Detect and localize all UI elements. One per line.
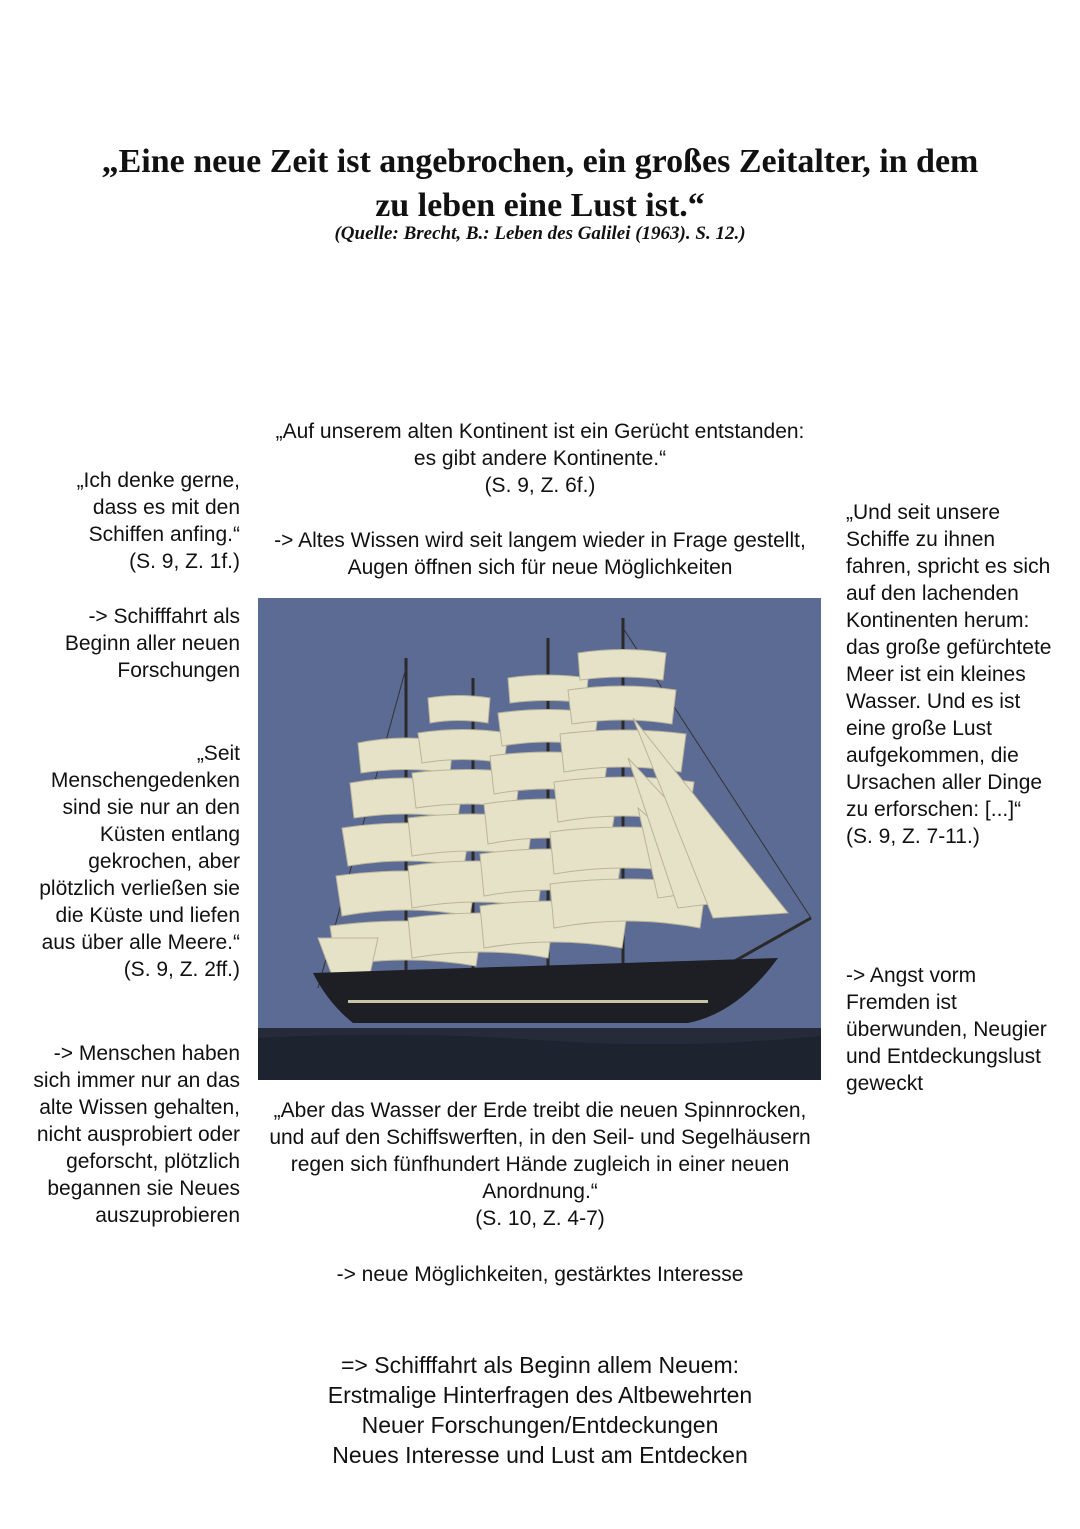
center-note-2: -> neue Möglichkeiten, gestärktes Interesse xyxy=(336,1263,744,1286)
right-quote xyxy=(846,499,1056,850)
left-quote-2-text: „Seit Menschengedenken sind sie nur an den Küsten entlang gekrochen, aber plötzlich verließen sie die Küste und liefen aus über alle Meere.“ xyxy=(39,742,240,954)
conclusion-line-1: => Schifffahrt als Beginn allem Neuem: xyxy=(340,1352,740,1378)
conclusion-line-4: Neues Interesse und Lust am Entdecken xyxy=(332,1442,748,1468)
center-quote-1 xyxy=(265,418,815,499)
center-quote-2-ref: (S. 10, Z. 4-7) xyxy=(475,1207,605,1230)
tall-ship-illustration xyxy=(258,598,821,1080)
conclusion-line-2: Erstmalige Hinterfragen des Altbewehrten xyxy=(327,1382,753,1408)
center-quote-2 xyxy=(262,1097,818,1232)
right-quote-text: „Und seit unsere Schiffe zu ihnen fahren, spricht es sich auf den lachenden Kontinenten herum: das große gefürchtete Meer ist ein kleines Wasser. Und es ist eine große Lust aufgekommen, die Ursachen aller Dinge zu erforschen: [...]“ xyxy=(846,501,1052,821)
right-note: -> Angst vorm Fremden ist überwunden, Neugier und Entdeckungslust geweckt xyxy=(846,964,1047,1095)
left-quote-1 xyxy=(30,467,240,575)
center-note-1: -> Altes Wissen wird seit langem wieder in Frage gestellt, Augen öffnen sich für neue Möglichkeiten xyxy=(274,529,806,579)
ship-image xyxy=(258,598,821,1080)
quote-source: (Quelle: Brecht, B.: Leben des Galilei (1963). S. 12.) xyxy=(334,223,746,244)
left-quote-2 xyxy=(30,740,240,983)
left-note-2: -> Menschen haben sich immer nur an das alte Wissen gehalten, nicht ausprobiert oder geforscht, plötzlich begannen sie Neues auszuprobieren xyxy=(33,1042,240,1227)
left-note-1: -> Schifffahrt als Beginn aller neuen Forschungen xyxy=(64,605,240,682)
conclusion-line-3: Neuer Forschungen/Entdeckungen xyxy=(361,1412,719,1438)
left-quote-1-ref: (S. 9, Z. 1f.) xyxy=(129,550,240,573)
left-quote-1-text: „Ich denke gerne, dass es mit den Schiffen anfing.“ xyxy=(76,469,240,546)
center-quote-1-ref: (S. 9, Z. 6f.) xyxy=(484,474,596,497)
center-quote-2-text: „Aber das Wasser der Erde treibt die neuen Spinnrocken, und auf den Schiffswerften, in den Seil- und Segelhäusern regen sich fünfhundert Hände zugleich in einer neuen Anordnung.“ xyxy=(269,1099,811,1203)
right-quote-ref: (S. 9, Z. 7-11.) xyxy=(846,825,980,848)
center-quote-1-text: „Auf unserem alten Kontinent ist ein Gerücht entstanden: es gibt andere Kontinente.“ xyxy=(275,420,805,470)
left-quote-2-ref: (S. 9, Z. 2ff.) xyxy=(123,958,240,981)
page-title: „Eine neue Zeit ist angebrochen, ein großes Zeitalter, in dem zu leben eine Lust ist.“ xyxy=(101,143,979,224)
conclusion xyxy=(240,1350,840,1470)
